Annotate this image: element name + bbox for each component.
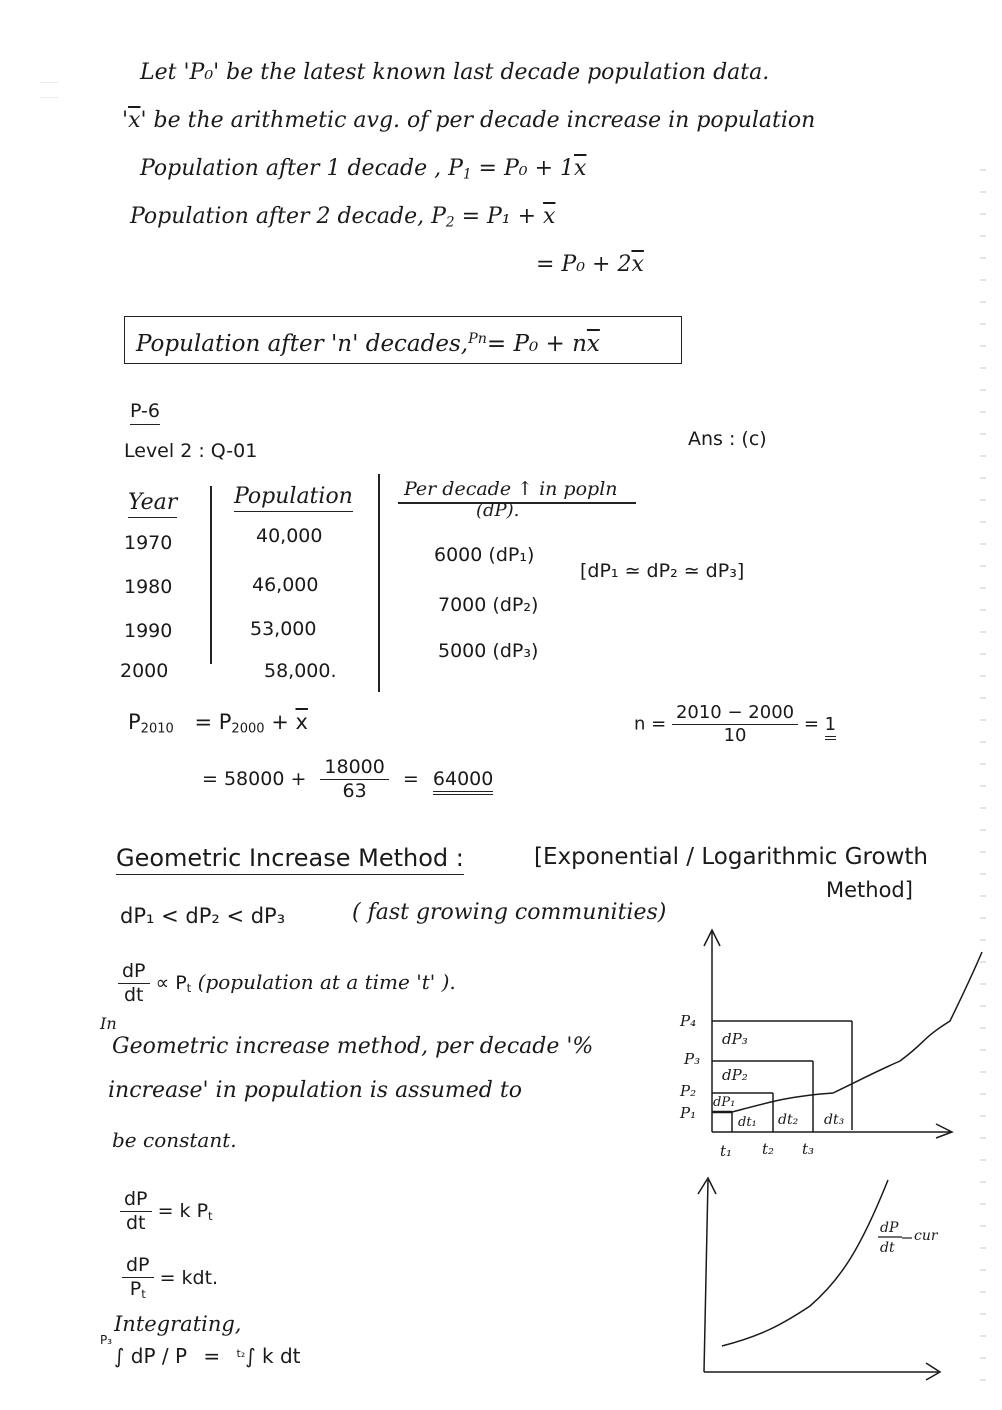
- geometric-heading: [116, 846, 464, 870]
- integral-equation: [114, 1346, 301, 1366]
- proportional-rhs: ∝ P: [155, 972, 187, 994]
- solution-plus: +: [264, 710, 296, 734]
- equation-1: [120, 1190, 213, 1233]
- geometric-heading-bracket: [Exponential / Logarithmic Growth: [534, 844, 928, 870]
- fraction-numerator: 18000: [320, 758, 388, 780]
- fraction-numerator: dP: [120, 1190, 152, 1212]
- description-line-1: Geometric increase method, per decade '%: [112, 1034, 594, 1059]
- solution-lhs: P: [128, 710, 141, 734]
- problem-ref: [130, 402, 160, 421]
- fraction-denominator: 63: [342, 780, 367, 802]
- solution-fraction: [320, 758, 388, 801]
- intro-line-4: [130, 206, 555, 230]
- description-line-2: increase' in population is assumed to: [108, 1078, 522, 1103]
- y-axis-arrow-icon: [698, 1178, 716, 1194]
- year-header-text: Year: [128, 490, 177, 518]
- increase-item: [434, 546, 534, 565]
- y-axis: [704, 1180, 708, 1372]
- intro-line-3: [140, 158, 586, 182]
- scan-edge-marks: [980, 160, 986, 1390]
- scan-margin-mark: [40, 82, 58, 98]
- n-numerator: 2010 − 2000: [672, 704, 798, 725]
- in-label: In: [100, 1014, 117, 1033]
- growth-curve: [732, 952, 982, 1112]
- pn-label: Pn: [468, 331, 487, 347]
- solution-rhs-sub: 2000: [231, 721, 265, 737]
- curve-label-numerator: dP: [880, 1220, 899, 1236]
- boxed-formula-label: Population after 'n' decades,: [136, 330, 469, 357]
- solution-line-1: [128, 712, 308, 735]
- problem-answer: Ans : (c): [688, 428, 767, 450]
- integral-lower-limit: P₃: [100, 1333, 113, 1347]
- n-denominator: 10: [723, 725, 747, 746]
- table-row-year: 1970: [124, 532, 173, 554]
- geometric-heading-text: Geometric Increase Method :: [116, 844, 464, 875]
- solution-equals: =: [402, 768, 419, 790]
- equation-2: [122, 1256, 218, 1301]
- den-sub: t: [141, 1286, 146, 1301]
- n-calculation: [634, 704, 836, 745]
- quote-open: ': [122, 108, 129, 133]
- line4-eq: = P₁ +: [454, 204, 544, 229]
- equation-2-rhs: = kdt.: [159, 1266, 219, 1289]
- x-label-t1: t₁: [720, 1142, 733, 1160]
- table-row-population: 58,000.: [264, 660, 337, 682]
- geometric-heading-bracket-2: Method]: [826, 878, 913, 902]
- increase-label: (dP₁): [488, 544, 535, 566]
- intro-line-5: [536, 254, 644, 276]
- solution-result: 64000: [433, 768, 493, 795]
- increase-label: (dP₃): [492, 640, 539, 662]
- region-dt1: dt₁: [738, 1115, 757, 1130]
- solution-line2-prefix: = 58000 +: [202, 768, 307, 790]
- proportional-relation: [118, 962, 456, 1005]
- solution-rhs: = P: [194, 710, 232, 734]
- y-label-p4: P₄: [680, 1012, 697, 1030]
- x-label-t3: t₃: [802, 1140, 815, 1158]
- increase-value: 7000: [438, 594, 487, 616]
- increase-value: 5000: [438, 640, 487, 662]
- table-header-year: [128, 492, 177, 514]
- table-row-year: 1980: [124, 576, 173, 598]
- x-axis-arrow-icon: [936, 1124, 952, 1138]
- increase-approx-note: [dP₁ ≃ dP₂ ≃ dP₃]: [580, 560, 745, 582]
- x-bar-symbol: $\overline{x}$: [631, 252, 644, 277]
- boxed-formula-text: [136, 332, 600, 356]
- dp-dt-curve: [722, 1180, 888, 1346]
- curve-label-denominator: dt: [880, 1240, 895, 1256]
- line4-sub: 2: [445, 214, 455, 231]
- region-dp3: dP₃: [722, 1030, 748, 1048]
- region-dp2: dP₂: [722, 1066, 748, 1084]
- table-row-population: 40,000: [256, 525, 323, 547]
- y-label-p1: P₁: [680, 1104, 697, 1122]
- solution-line-2: [202, 758, 493, 801]
- growth-curve-diagram: [660, 920, 980, 1170]
- n-equals: =: [803, 713, 819, 735]
- n-result: 1: [825, 714, 836, 740]
- intro-line-2: [122, 110, 815, 132]
- integral-lhs: ∫ dP / P: [114, 1344, 188, 1368]
- solution-lhs-sub: 2010: [140, 721, 174, 737]
- intro-line-2-text: ' be the arithmetic avg. of per decade increase in population: [140, 108, 816, 133]
- dp-dt-fraction: [118, 962, 150, 1005]
- proportional-note: (population at a time 't' ).: [191, 970, 456, 994]
- y-label-p2: P₂: [680, 1082, 697, 1100]
- x-bar-symbol: $\overline{x}$: [543, 204, 556, 229]
- curve-label-tail: cur: [914, 1228, 938, 1244]
- table-header-increase: Per decade ↑ in popln: [404, 478, 618, 500]
- x-bar-symbol: $\overline{x}$: [586, 330, 600, 357]
- dp-pt-fraction: [122, 1256, 154, 1301]
- y-label-p3: P₃: [684, 1050, 701, 1068]
- increase-item: [438, 642, 538, 661]
- region-dp1: dP₁: [713, 1095, 736, 1110]
- integral-upper-limit: t₂: [236, 1346, 246, 1360]
- line3-eq: = P₀ + 1: [471, 156, 575, 181]
- n-label: n =: [634, 713, 667, 735]
- integrating-label: Integrating,: [114, 1312, 242, 1336]
- x-label-t2: t₂: [762, 1140, 775, 1158]
- region-dt2: dt₂: [778, 1112, 799, 1128]
- problem-ref-text: P-6: [130, 400, 160, 425]
- intro-line-1: Let 'P₀' be the latest known last decade population data.: [140, 60, 770, 85]
- fraction-denominator: dt: [124, 984, 144, 1006]
- problem-level: Level 2 : Q-01: [124, 440, 258, 462]
- line3-sub: 1: [462, 166, 472, 183]
- fraction-denominator: [122, 1278, 154, 1301]
- increase-value: 6000: [434, 544, 483, 566]
- dp-dt-curve-diagram: [680, 1170, 980, 1400]
- x-bar-symbol: $\overline{x}$: [128, 108, 141, 133]
- geometric-condition-note: ( fast growing communities): [352, 900, 667, 925]
- increase-item: [438, 596, 538, 615]
- fraction-denominator: dt: [126, 1212, 146, 1234]
- integral-rhs: ∫ k dt: [245, 1344, 301, 1368]
- table-divider-2: [378, 474, 380, 692]
- n-fraction: [672, 704, 798, 745]
- table-row-year: 2000: [120, 660, 169, 682]
- line3-label: Population after 1 decade , P: [140, 156, 463, 181]
- x-bar-symbol: $\overline{x}$: [295, 710, 308, 734]
- population-header-text: Population: [234, 484, 353, 512]
- table-header-increase-sub: (dP).: [476, 500, 520, 521]
- proportional-rhs-sub: t: [186, 980, 192, 995]
- integral-equals: =: [203, 1344, 221, 1368]
- line4-label: Population after 2 decade, P: [130, 204, 446, 229]
- table-row-population: 53,000: [250, 618, 317, 640]
- fraction-numerator: dP: [118, 962, 150, 984]
- equation-1-rhs: = k P: [157, 1200, 209, 1222]
- den-p: P: [129, 1278, 142, 1300]
- fraction-numerator: dP: [122, 1256, 154, 1278]
- region-dt3: dt₃: [824, 1112, 845, 1128]
- line5-eq: = P₀ + 2: [536, 252, 632, 277]
- boxed-formula-rhs: = P₀ + n: [486, 330, 587, 357]
- table-divider-1: [210, 486, 212, 664]
- dp-dt-fraction: [120, 1190, 152, 1233]
- x-bar-symbol: $\overline{x}$: [574, 156, 587, 181]
- table-row-year: 1990: [124, 620, 173, 642]
- geometric-condition: dP₁ < dP₂ < dP₃: [120, 904, 286, 928]
- description-line-3: be constant.: [112, 1128, 237, 1152]
- equation-1-rhs-sub: t: [208, 1208, 213, 1223]
- table-header-population: [234, 486, 353, 508]
- table-row-population: 46,000: [252, 574, 319, 596]
- increase-label: (dP₂): [492, 594, 539, 616]
